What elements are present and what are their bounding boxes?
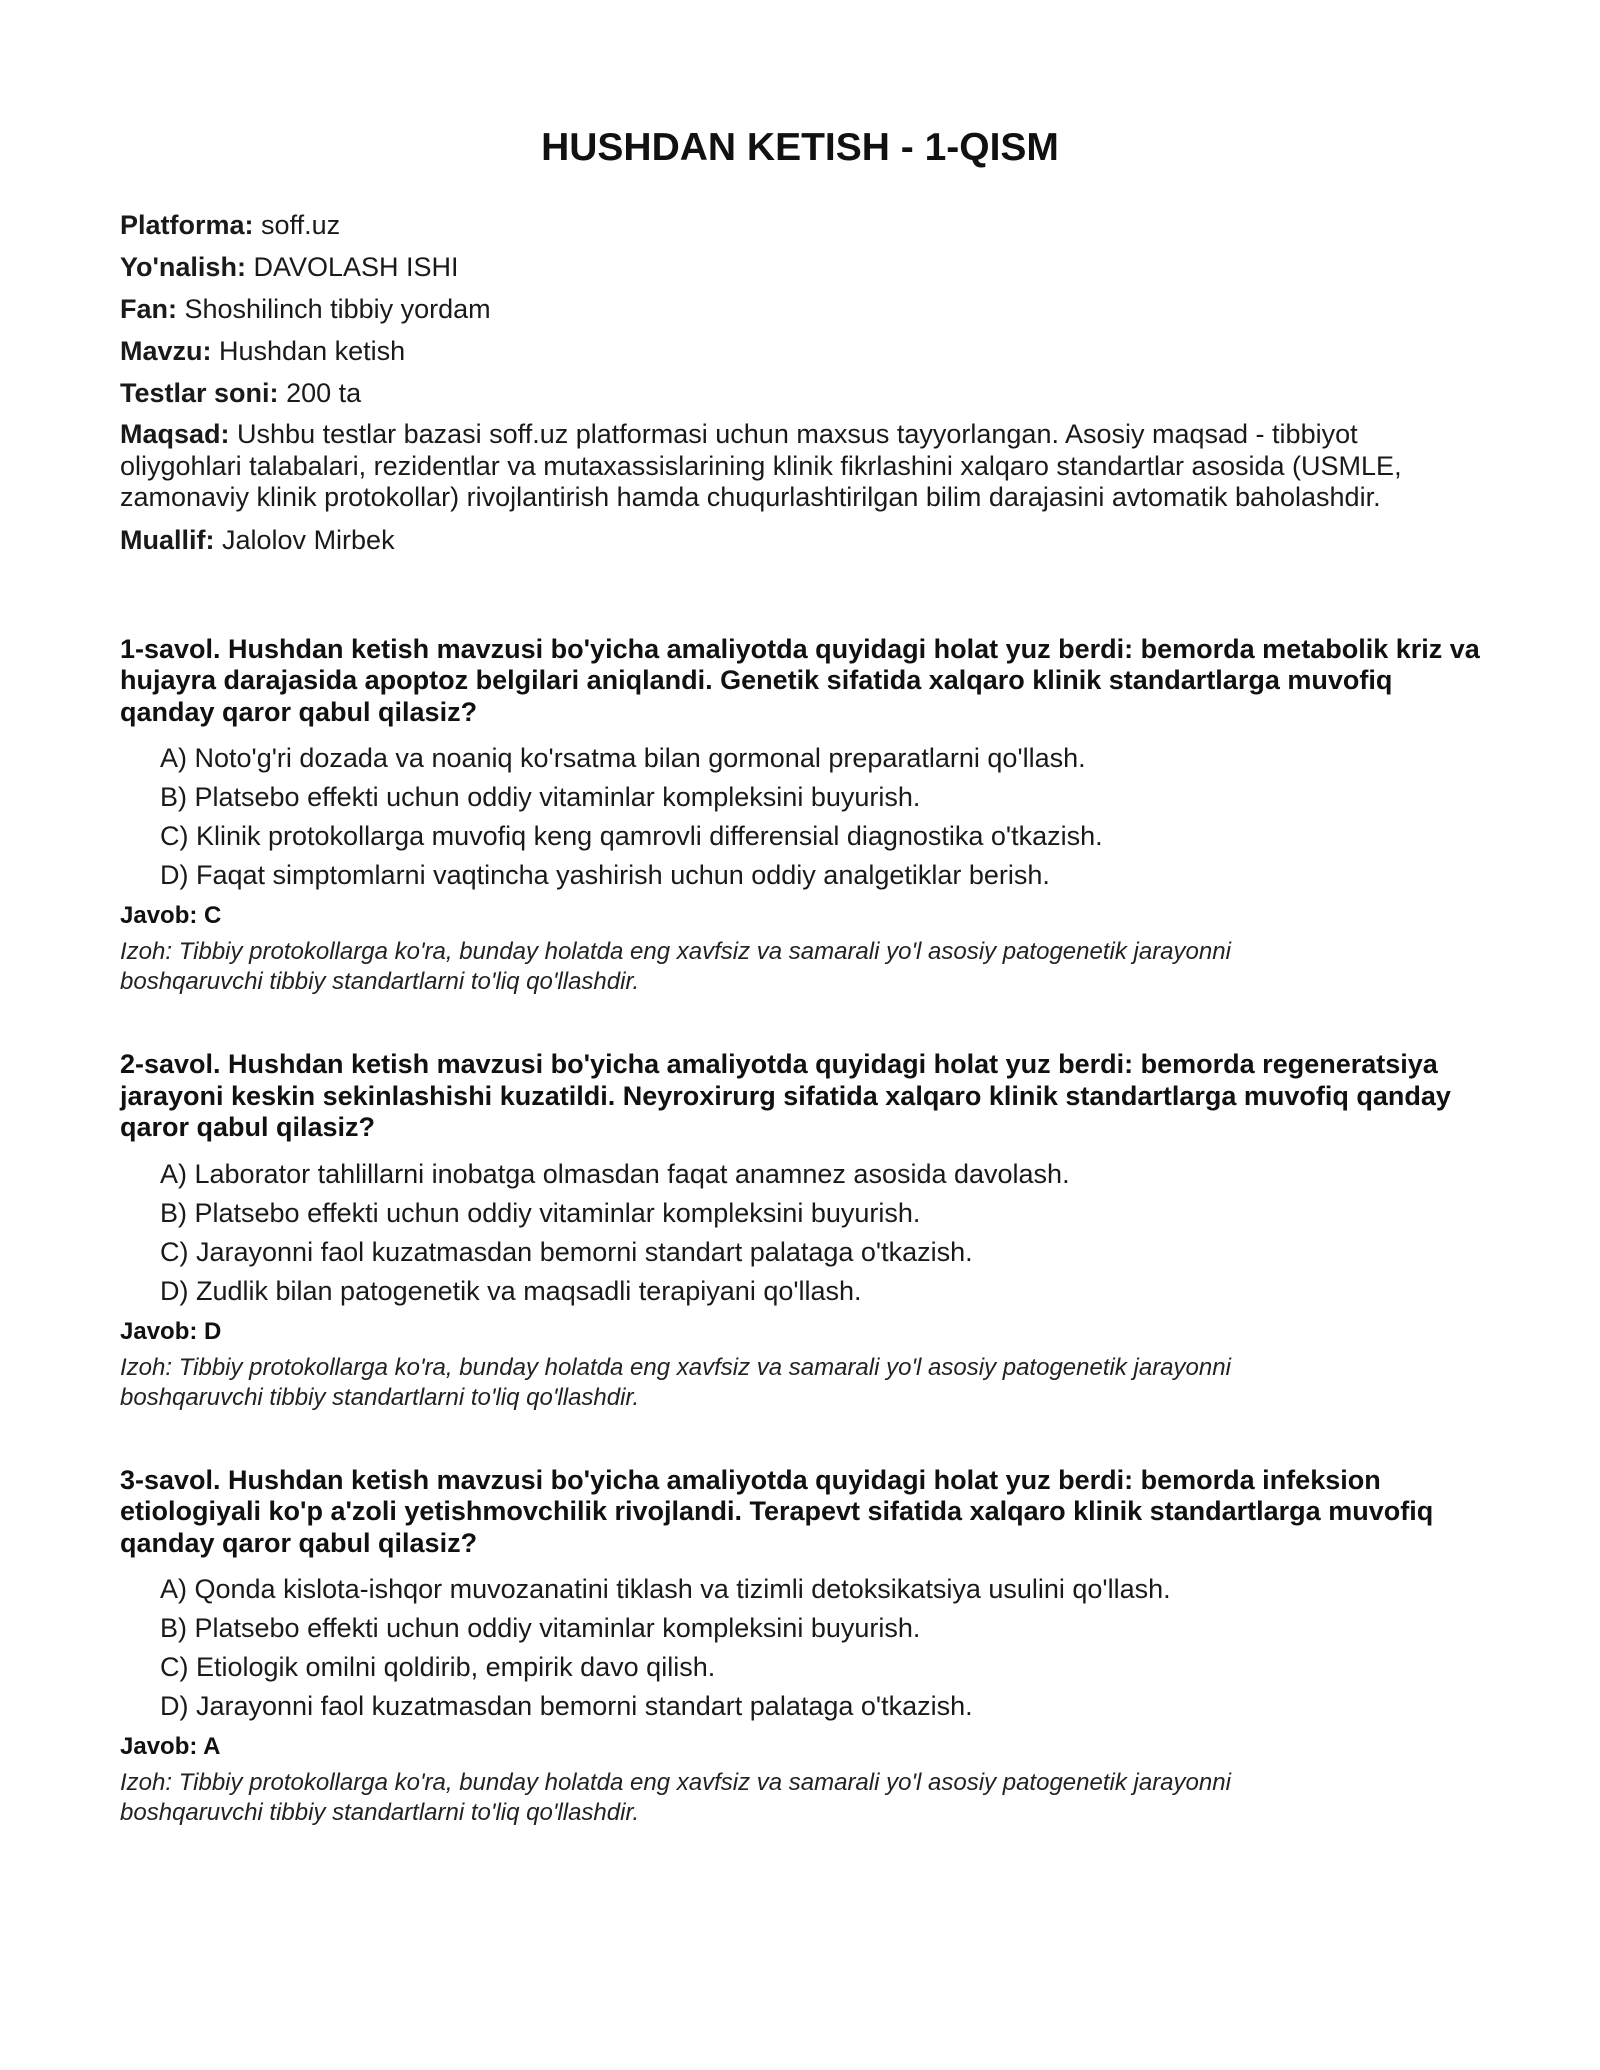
option-a: A) Noto'g'ri dozada va noaniq ko'rsatma bilan gormonal preparatlarni qo'llash. [160, 743, 1086, 773]
meta-label: Platforma: [120, 210, 254, 240]
option-d: D) Zudlik bilan patogenetik va maqsadli terapiyani qo'llash. [160, 1275, 862, 1306]
meta-author [120, 524, 1480, 556]
meta-value: soff.uz [261, 210, 341, 240]
question-1 [120, 634, 1480, 998]
meta-label: Fan: [120, 294, 177, 324]
option-b: B) Platsebo effekti uchun oddiy vitaminlar kompleksini buyurish. [160, 782, 921, 812]
question-3 [120, 1465, 1480, 1829]
meta-purpose [120, 419, 1460, 514]
meta-label: Muallif: [120, 524, 215, 555]
question-2 [120, 1049, 1480, 1413]
meta-test-count [120, 377, 1480, 409]
meta-direction [120, 251, 1480, 283]
document-title: HUSHDAN KETISH - 1-QISM [541, 126, 1059, 169]
meta-label: Yo'nalish: [120, 252, 246, 282]
option-a: A) Qonda kislota-ishqor muvozanatini tiklash va tizimli detoksikatsiya usulini qo'llash. [160, 1574, 1171, 1604]
option-c: C) Jarayonni faol kuzatmasdan bemorni standart palataga o'tkazish. [160, 1236, 973, 1267]
option-d: D) Faqat simptomlarni vaqtincha yashirish uchun oddiy analgetiklar berish. [160, 860, 1050, 890]
meta-subject [120, 293, 1480, 325]
option-c: C) Klinik protokollarga muvofiq keng qamrovli differensial diagnostika o'tkazish. [160, 821, 1103, 851]
meta-platform [120, 209, 1480, 241]
meta-value: Hushdan ketish [219, 336, 406, 366]
explanation-note: Izoh: Tibbiy protokollarga ko'ra, bunday holatda eng xavfsiz va samarali yo'l asosiy patogenetik jarayonni boshqaruvchi tibbiy standartlarni to'liq qo'llashdir. [120, 1353, 1231, 1411]
meta-value: 200 ta [286, 378, 362, 408]
option-d: D) Jarayonni faol kuzatmasdan bemorni standart palataga o'tkazish. [160, 1691, 973, 1721]
question-text: 3-savol. Hushdan ketish mavzusi bo'yicha amaliyotda quyidagi holat yuz berdi: bemorda infeksion etiologiyali ko'p a'zoli yetishmovchilik rivojlandi. Terapevt sifatida xalqaro klinik standartlarga muvofiq qanday qaror qabul qilasiz? [120, 1464, 1434, 1558]
meta-value: Jalolov Mirbek [222, 524, 395, 555]
question-text: 2-savol. Hushdan ketish mavzusi bo'yicha amaliyotda quyidagi holat yuz berdi: bemorda regeneratsiya jarayoni keskin sekinlashishi kuzatildi. Neyroxirurg sifatida xalqaro klinik standartlarga muvofiq qanday qaror qabul qilasiz? [120, 1049, 1451, 1142]
explanation-note: Izoh: Tibbiy protokollarga ko'ra, bunday holatda eng xavfsiz va samarali yo'l asosiy patogenetik jarayonni boshqaruvchi tibbiy standartlarni to'liq qo'llashdir. [120, 938, 1231, 995]
meta-value: Shoshilinch tibbiy yordam [184, 294, 491, 324]
explanation-note: Izoh: Tibbiy protokollarga ko'ra, bunday holatda eng xavfsiz va samarali yo'l asosiy patogenetik jarayonni boshqaruvchi tibbiy standartlarni to'liq qo'llashdir. [120, 1769, 1231, 1826]
metadata-section [120, 209, 1480, 556]
meta-value: DAVOLASH ISHI [253, 252, 459, 282]
answer-label: Javob: C [120, 902, 222, 929]
meta-label: Testlar soni: [120, 378, 279, 408]
option-b: B) Platsebo effekti uchun oddiy vitaminlar kompleksini buyurish. [160, 1613, 921, 1643]
option-b: B) Platsebo effekti uchun oddiy vitaminlar kompleksini buyurish. [160, 1197, 921, 1228]
answer-options [120, 1573, 1480, 1722]
meta-label: Mavzu: [120, 336, 212, 366]
meta-label: Maqsad: [120, 419, 230, 449]
answer-label: Javob: D [120, 1317, 222, 1345]
answer-options [120, 742, 1480, 891]
meta-value: Ushbu testlar bazasi soff.uz platformasi uchun maxsus tayyorlangan. Asosiy maqsad - tibbiyot oliygohlari talabalari, rezidentlar va mutaxassislarining klinik fikrlashini xalqaro standartlar asosida (USMLE, zamonaviy klinik protokollar) rivojlantirish hamda chuqurlashtirilgan bilim darajasini avtomatik baholashdir. [120, 419, 1402, 512]
meta-topic [120, 335, 1480, 367]
question-text: 1-savol. Hushdan ketish mavzusi bo'yicha amaliyotda quyidagi holat yuz berdi: bemorda metabolik kriz va hujayra darajasida apoptoz belgilari aniqlandi. Genetik sifatida xalqaro klinik standartlarga muvofiq qanday qaror qabul qilasiz? [120, 633, 1480, 727]
document-page [120, 120, 1480, 1828]
option-c: C) Etiologik omilni qoldirib, empirik davo qilish. [160, 1652, 716, 1682]
answer-options [120, 1158, 1480, 1307]
answer-label: Javob: A [120, 1733, 221, 1760]
option-a: A) Laborator tahlillarni inobatga olmasdan faqat anamnez asosida davolash. [160, 1158, 1070, 1189]
